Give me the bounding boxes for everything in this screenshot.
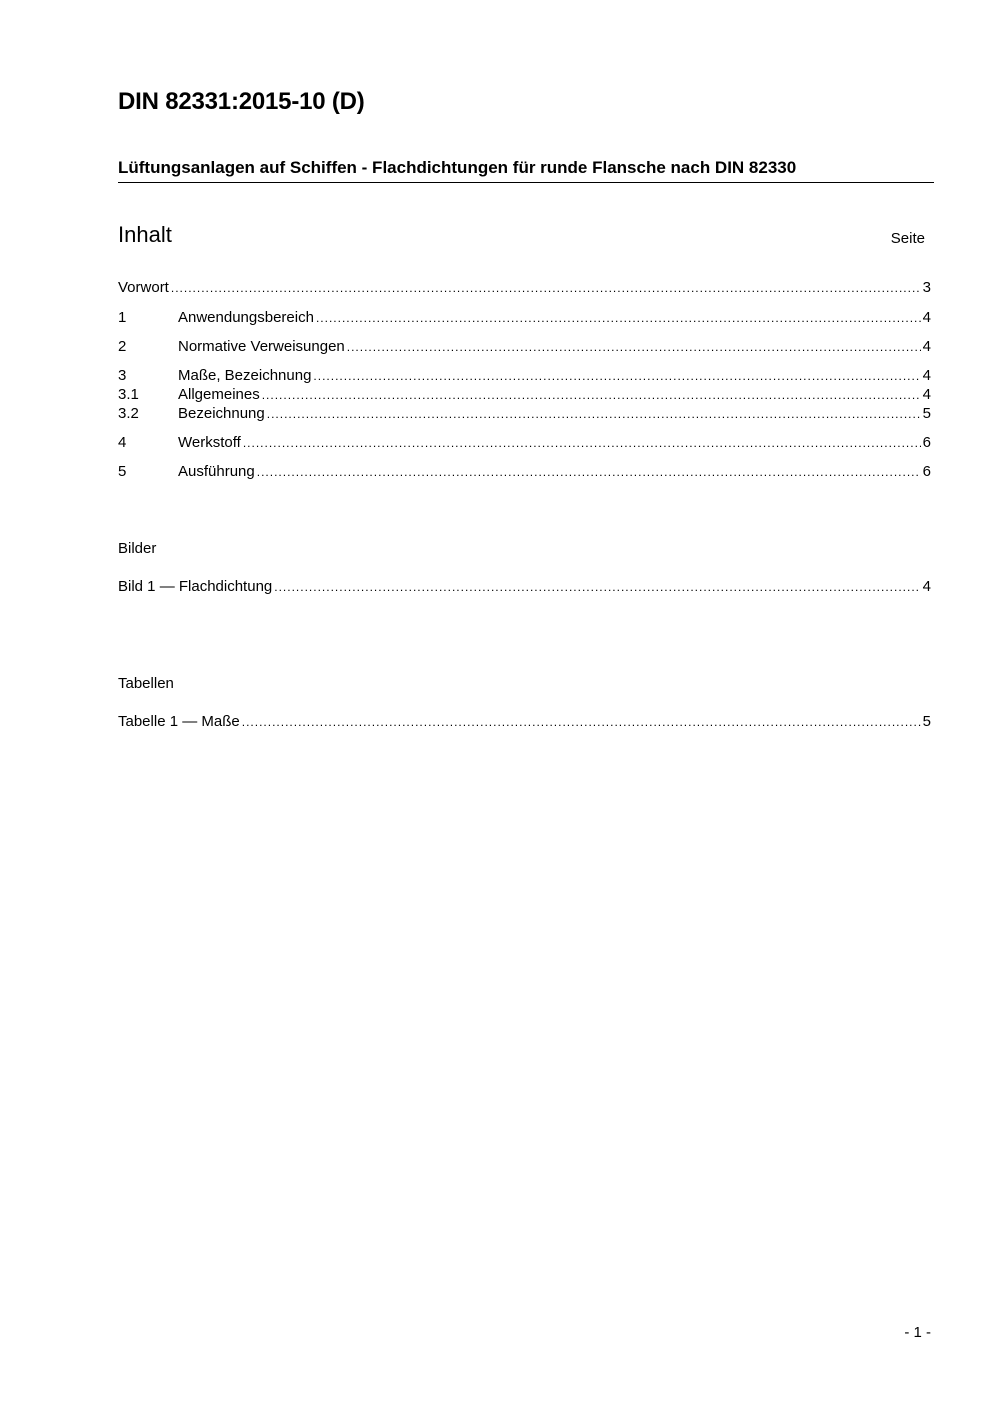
figures-heading: Bilder [118, 540, 157, 557]
toc-heading: Inhalt [118, 222, 172, 247]
toc-entry-number: 2 [118, 338, 127, 355]
toc-entry-page: 6 [922, 463, 931, 480]
toc-entry-number: 4 [118, 434, 127, 451]
figure-entry[interactable] [118, 577, 931, 597]
toc-dot-leader [274, 577, 920, 597]
document-subtitle: Lüftungsanlagen auf Schiffen - Flachdichtungen für runde Flansche nach DIN 82330 [118, 158, 934, 183]
toc-entry-page: 3 [922, 279, 931, 296]
toc-dot-leader [257, 462, 921, 482]
toc-entry-page: 4 [922, 367, 931, 384]
toc-entry-text: Bezeichnung [178, 405, 265, 422]
toc-entry-number: 3.1 [118, 386, 139, 403]
toc-dot-leader [262, 385, 921, 405]
toc-entry-normative-verweisungen[interactable] [118, 337, 931, 357]
toc-entry-ausfuehrung[interactable] [118, 462, 931, 482]
toc-entry-page: 4 [922, 386, 931, 403]
toc-entry-text: Vorwort [118, 279, 169, 296]
tables-heading: Tabellen [118, 675, 174, 692]
toc-entry-page: 5 [922, 405, 931, 422]
toc-entry-number: 5 [118, 463, 127, 480]
toc-entry-page: 6 [922, 434, 931, 451]
toc-dot-leader [171, 278, 921, 298]
toc-entry-text: Ausführung [178, 463, 255, 480]
toc-dot-leader [243, 433, 921, 453]
toc-entry-text: Allgemeines [178, 386, 260, 403]
figure-entry-page: 4 [922, 578, 931, 595]
toc-entry-page: 4 [922, 338, 931, 355]
toc-entry-anwendungsbereich[interactable] [118, 308, 931, 328]
toc-entry-number: 3 [118, 367, 127, 384]
toc-entry-allgemeines[interactable] [118, 385, 931, 405]
table-entry-text: Tabelle 1 — Maße [118, 713, 240, 730]
toc-dot-leader [313, 366, 920, 386]
toc-entry-werkstoff[interactable] [118, 433, 931, 453]
figure-entry-text: Bild 1 — Flachdichtung [118, 578, 273, 595]
toc-entry-vorwort[interactable] [118, 278, 931, 298]
toc-entry-text: Normative Verweisungen [178, 338, 345, 355]
toc-dot-leader [316, 308, 921, 328]
toc-entry-number: 3.2 [118, 405, 139, 422]
page-number: - 1 - [904, 1324, 931, 1341]
toc-entry-masse-bezeichnung[interactable] [118, 366, 931, 386]
toc-entry-text: Anwendungsbereich [178, 309, 314, 326]
toc-entry-number: 1 [118, 309, 127, 326]
toc-entry-page: 4 [922, 309, 931, 326]
table-entry-page: 5 [922, 713, 931, 730]
document-title: DIN 82331:2015-10 (D) [118, 88, 365, 115]
toc-dot-leader [267, 404, 921, 424]
table-entry[interactable] [118, 712, 931, 732]
toc-dot-leader [242, 712, 921, 732]
toc-entry-text: Werkstoff [178, 434, 241, 451]
toc-entry-bezeichnung[interactable] [118, 404, 931, 424]
toc-dot-leader [347, 337, 921, 357]
toc-page-column-label: Seite [890, 230, 925, 247]
toc-entry-text: Maße, Bezeichnung [178, 367, 312, 384]
